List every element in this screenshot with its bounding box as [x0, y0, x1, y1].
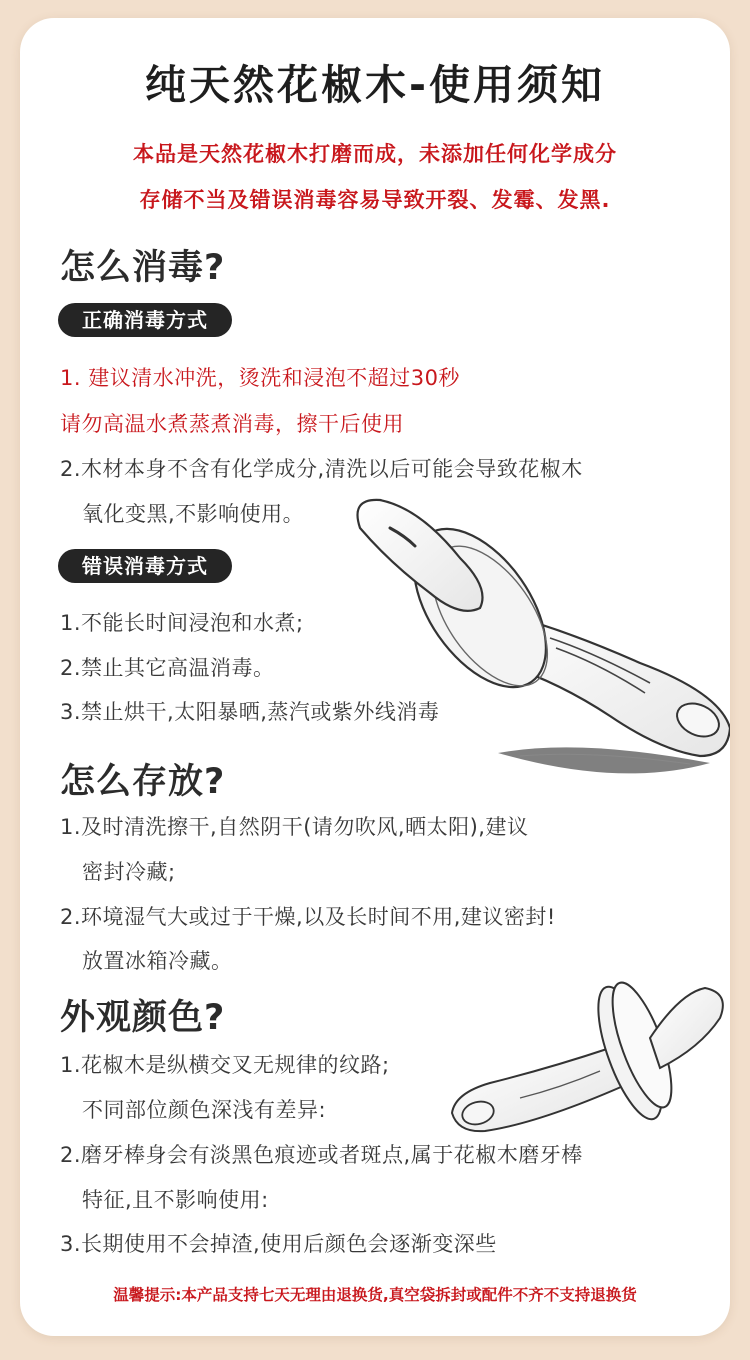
intro-line-2: 存储不当及错误消毒容易导致开裂、发霉、发黑.	[139, 188, 611, 212]
appearance-item-1-line-1: 1.花椒木是纵横交叉无规律的纹路;	[60, 1053, 390, 1077]
storage-item-2-line-2: 放置冰箱冷藏。	[82, 949, 233, 973]
appearance-heading: 外观颜色?	[60, 998, 226, 1038]
correct-method-badge: 正确消毒方式	[58, 303, 232, 337]
wrong-item-1: 1.不能长时间浸泡和水煮;	[60, 611, 304, 635]
correct-item-1-line-1: 1. 建议清水冲洗，烫洗和浸泡不超过30秒	[60, 366, 460, 390]
intro-line-1: 本品是天然花椒木打磨而成，未添加任何化学成分	[133, 142, 617, 166]
notice-card	[20, 18, 730, 1336]
page-title: 纯天然花椒木-使用须知	[144, 61, 605, 109]
correct-item-1-line-2: 请勿高温水煮蒸煮消毒，擦干后使用	[60, 412, 404, 436]
storage-item-1-line-2: 密封冷藏;	[82, 860, 176, 884]
wrong-item-3: 3.禁止烘干,太阳暴晒,蒸汽或紫外线消毒	[60, 700, 440, 724]
wrong-item-2: 2.禁止其它高温消毒。	[60, 656, 275, 680]
disinfect-heading: 怎么消毒?	[60, 248, 226, 288]
appearance-item-3: 3.长期使用不会掉渣,使用后颜色会逐渐变深些	[60, 1232, 497, 1256]
storage-item-1-line-1: 1.及时清洗擦干,自然阴干(请勿吹风,晒太阳),建议	[60, 815, 529, 839]
teether-sketch-icon	[320, 488, 730, 788]
storage-heading: 怎么存放?	[60, 762, 226, 802]
appearance-item-2-line-1: 2.磨牙棒身会有淡黑色痕迹或者斑点,属于花椒木磨牙棒	[60, 1143, 583, 1167]
storage-item-2-line-1: 2.环境湿气大或过于干燥,以及长时间不用,建议密封!	[60, 905, 556, 929]
appearance-item-1-line-2: 不同部位颜色深浅有差异:	[82, 1098, 327, 1122]
correct-item-2-line-1: 2.木材本身不含有化学成分,清洗以后可能会导致花椒木	[60, 457, 583, 481]
correct-item-2-line-2: 氧化变黑,不影响使用。	[82, 502, 305, 526]
teether-sketch-small-icon	[430, 953, 725, 1153]
appearance-item-2-line-2: 特征,且不影响使用:	[82, 1188, 269, 1212]
wrong-method-badge: 错误消毒方式	[58, 549, 232, 583]
footer-tip: 温馨提示:本产品支持七天无理由退换货,真空袋拆封或配件不齐不支持退换货	[113, 1286, 637, 1304]
